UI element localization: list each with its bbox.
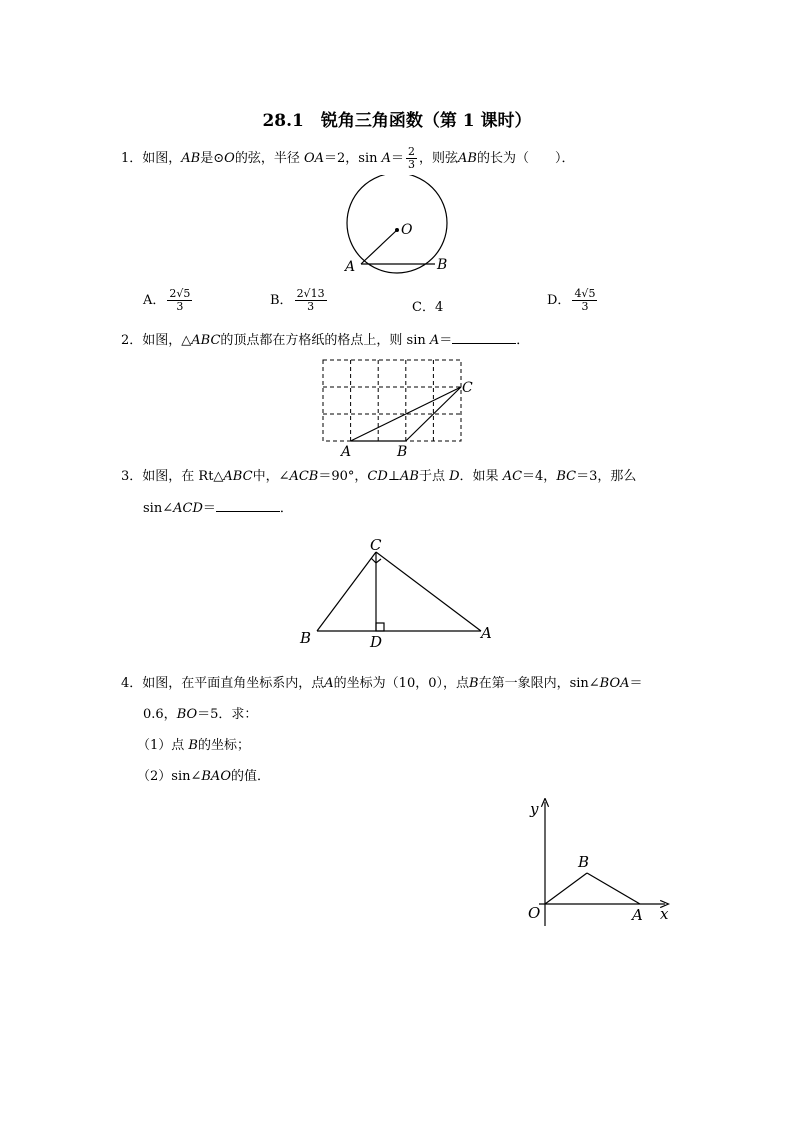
label-a: A	[341, 444, 352, 460]
label-b: B	[397, 444, 408, 460]
circle-o	[347, 175, 447, 273]
page-title: 28.1 锐角三角函数（第 1 课时）	[262, 111, 532, 131]
segment-ba	[587, 873, 640, 904]
label-x: x	[660, 905, 669, 923]
label-o: O	[528, 904, 541, 922]
question-1-text: 1．如图，AB是⊙O的弦，半径 OA＝2，sin A＝ $\frac{2}{3}$ ，则弦AB的长为（ ）．	[121, 145, 575, 171]
option-d: D． $\frac{4√5}{3}$	[547, 287, 596, 313]
question-3-text: 3．如图，在 Rt△ABC中，∠ACB＝90°，CD⊥AB于点 D．如果 AC＝4，BC＝3，那么	[121, 469, 637, 484]
right-triangle-diagram	[295, 533, 505, 653]
label-d: D	[370, 633, 383, 651]
option-c: C．4	[412, 300, 444, 315]
question-4-line-2: 0.6，BO＝5．求：	[143, 707, 258, 722]
grid-diagram	[315, 355, 485, 460]
label-b: B	[300, 629, 312, 647]
label-a: A	[481, 624, 492, 642]
fraction: $\frac{2}{3}$	[408, 145, 416, 171]
label-y: y	[530, 800, 539, 818]
question-4-part-1: （1）点 B的坐标；	[137, 738, 250, 753]
label-b: B	[437, 257, 448, 273]
side-ac	[376, 552, 481, 631]
segment-ob	[545, 873, 587, 904]
right-angle-d	[376, 623, 384, 631]
side-bc	[317, 552, 376, 631]
circle-diagram	[340, 175, 460, 275]
label-c: C	[462, 380, 473, 396]
radius-oa	[361, 230, 397, 264]
label-a: A	[632, 906, 643, 924]
option-b: B． $\frac{2√13}{3}$	[270, 287, 325, 313]
question-2-text: 2．如图，△ABC的顶点都在方格纸的格点上，则 sin A＝ ．	[121, 333, 530, 348]
center-point	[395, 228, 399, 232]
option-a: A． $\frac{2√5}{3}$	[143, 287, 191, 313]
question-4-part-2: （2）sin∠BAO的值．	[137, 769, 270, 784]
label-a: A	[345, 259, 356, 275]
label-b: B	[578, 853, 590, 871]
coordinate-diagram	[525, 798, 675, 933]
label-c: C	[370, 536, 382, 554]
question-3-line-2: sin∠ACD＝ ．	[143, 501, 293, 516]
label-o: O	[401, 222, 413, 238]
question-4-text: 4．如图，在平面直角坐标系内，点A的坐标为（10，0），点B在第一象限内，sin∠BOA＝	[121, 676, 643, 691]
